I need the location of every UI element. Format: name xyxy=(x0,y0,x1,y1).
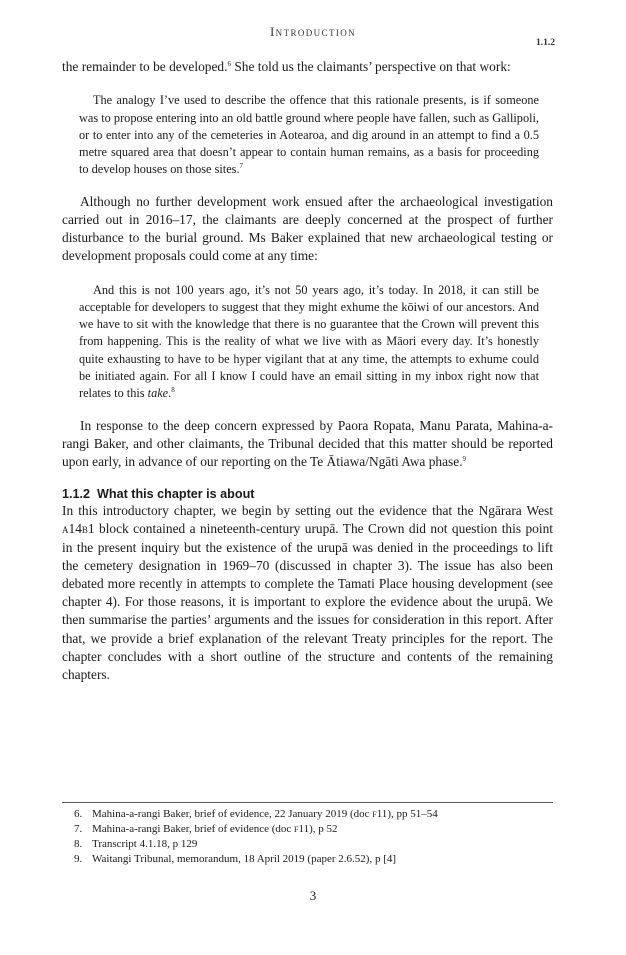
quote-end: . xyxy=(168,386,172,401)
footnote-number: 7. xyxy=(74,823,83,835)
main-text xyxy=(62,58,553,684)
footnote-text: Mahina-a-rangi Baker, brief of evidence (doc f11), p 52 xyxy=(92,823,338,835)
block-quote-1 xyxy=(79,92,539,178)
block-quote-2 xyxy=(79,282,539,403)
paragraph-text: block contained a nineteenth-century urupā. The Crown did not question this point in the present inquiry but the existence of the urupā was denied in the proceedings to lift the cemetery designation in 1969–70 (discussed in chapter 3). The issue has also been debated more recently in attempts to complete the Tamati Place housing development (see chapter 4). For those reasons, it is important to explore the evidence about the urupā. We then summarise the parties’ arguments and the issues for consideration in this report. After that, we provide a brief explanation of the relevant Treaty principles for the report. The chapter concludes with a short outline of the structure and contents of the remaining chapters. xyxy=(62,521,553,683)
paragraph-text: the remainder to be developed. xyxy=(62,59,228,74)
quote-italic-word: take xyxy=(147,386,169,401)
section-heading xyxy=(62,487,553,501)
quote-text: The analogy I’ve used to describe the offence that this rationale presents, is if someone was to propose entering into an old battle ground where people have fallen, such as Gallipoli, or to enter into any of the cemeteries in Aotearoa, and dig around in an attempt to find a 0.5 metre squared area that doesn’t appear to contain human remains, as a basis for proceeding to develop houses on those sites. xyxy=(79,93,539,177)
section-heading-number: 1.1.2 xyxy=(62,487,91,502)
page-number: 3 xyxy=(309,888,317,903)
footnote-ref-7[interactable]: 7 xyxy=(239,162,244,171)
paragraph-text: She told us the claimants’ perspective on that work: xyxy=(230,59,511,74)
footnotes xyxy=(62,802,553,867)
running-header: Introduction xyxy=(269,24,357,39)
footnote-text: Waitangi Tribunal, memorandum, 18 April 2019 (paper 2.6.52), p [4] xyxy=(92,853,397,865)
footnote-number: 8. xyxy=(74,838,83,850)
paragraph-2: Although no further development work ensued after the archaeological investigation carried out in 2016–17, the claimants are deeply concerned at the prospect of further disturbance to the burial ground. Ms Baker explained that new archaeological testing or development proposals could come at any time: xyxy=(62,193,553,264)
footnote-text: Transcript 4.1.18, p 129 xyxy=(92,838,198,850)
footnote-text: Mahina-a-rangi Baker, brief of evidence, 22 January 2019 (doc f11), pp 51–54 xyxy=(92,808,438,820)
paragraph-text: In response to the deep concern expressed by Paora Ropata, Manu Parata, Mahina-a-rangi Baker, and other claimants, the Tribunal decided that this matter should be reported upon early, in advance of our reporting on the Te Ātiawa/Ngāti Awa phase. xyxy=(62,417,553,469)
footnote-item xyxy=(62,852,553,867)
section-number-tag: 1.1.2 xyxy=(536,38,555,48)
footnote-ref-8[interactable]: 8 xyxy=(171,386,175,395)
paragraph-continuation xyxy=(62,58,553,76)
footnote-item xyxy=(62,837,553,852)
quote-text: And this is not 100 years ago, it’s not 50 years ago, it’s today. In 2018, it can still be acceptable for developers to suggest that they might exhume the kōiwi of our ancestors. And we have to sit with the knowledge that there is no guarantee that the Crown will prevent this from happening. This is the reality of what we live with as Māori every day. It’s honestly quite exhausting to have to be hyper vigilant that at any time, the attempts to exhume could be initiated again. For all I know I could have an email sitting in my inbox right now that relates to this xyxy=(79,282,539,401)
footnote-ref-9[interactable]: 9 xyxy=(462,454,467,463)
footnote-number: 9. xyxy=(74,853,83,865)
section-heading-title: What this chapter is about xyxy=(97,487,255,502)
paragraph-3 xyxy=(62,417,553,472)
block-reference: a14b1 xyxy=(62,521,95,537)
footnote-number: 6. xyxy=(74,808,83,820)
footnote-item xyxy=(62,807,553,822)
footnote-item xyxy=(62,822,553,837)
paragraph-text: In this introductory chapter, we begin by setting out the evidence that the Ngārara West xyxy=(62,503,553,519)
section-paragraph xyxy=(62,502,553,684)
footnote-ref-6[interactable]: 6 xyxy=(227,60,231,68)
